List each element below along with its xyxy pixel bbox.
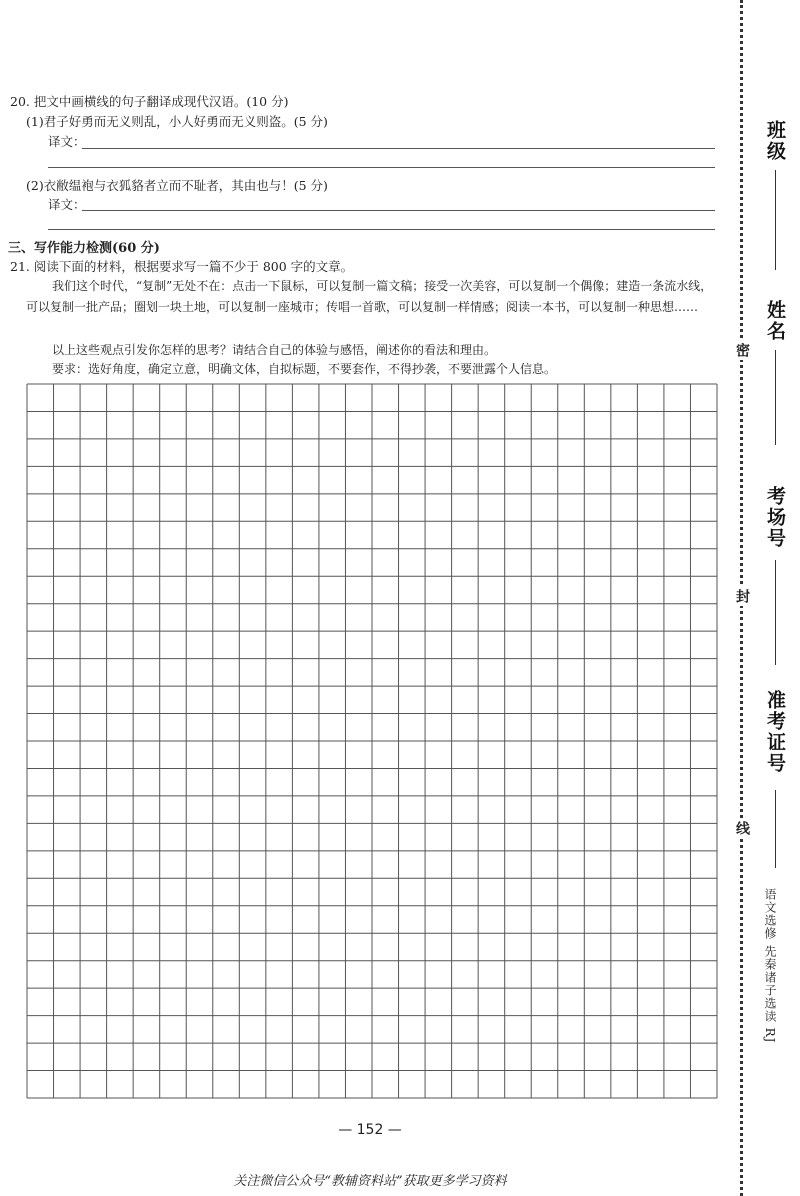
exam-room-fill-line[interactable] (775, 560, 776, 665)
class-fill-line[interactable] (775, 170, 776, 270)
question-20-title: 20. 把文中画横线的句子翻译成现代汉语。(10 分) (10, 94, 289, 109)
seal-mark-mi: 密 (732, 340, 752, 360)
writing-grid[interactable] (26, 383, 718, 1099)
question-21-requirement: 要求：选好角度，确定立意，明确文体，自拟标题，不要套作，不得抄袭，不要泄露个人信息。 (52, 362, 557, 376)
answer-line[interactable] (48, 229, 715, 230)
name-fill-line[interactable] (775, 350, 776, 445)
question-20-item-2: (2)衣敝缊袍与衣狐貉者立而不耻者，其由也与！(5 分) (26, 178, 328, 193)
question-21-prompt: 以上这些观点引发你怎样的思考？请结合自己的体验与感悟，阐述你的看法和理由。 (52, 343, 497, 357)
footer-note: 关注微信公众号“教辅资料站”获取更多学习资料 (233, 1174, 507, 1189)
book-title: 语文选修 先秦诸子选读 RJ (763, 888, 777, 1044)
name-label: 姓名 (764, 300, 786, 342)
page-number: — 152 — (338, 1122, 402, 1138)
answer-line[interactable] (82, 148, 715, 149)
seal-mark-feng: 封 (732, 586, 752, 606)
question-21-title: 21. 阅读下面的材料，根据要求写一篇不少于 800 字的文章。 (10, 259, 354, 274)
translation-label-1: 译文： (48, 134, 86, 149)
question-21-material: 我们这个时代，“复制”无处不在：点击一下鼠标，可以复制一篇文稿；接受一次美容，可以复制一个偶像；建造一条流水线，可以复制一批产品；圈划一块土地，可以复制一座城市；传唱一首歌，可以复制一样情感；阅读一本书，可以复制一种思想…… (26, 279, 713, 314)
ticket-number-label: 准考证号 (764, 690, 786, 774)
class-label: 班级 (764, 120, 786, 162)
translation-label-2: 译文： (48, 197, 86, 212)
answer-line[interactable] (48, 167, 715, 168)
answer-line[interactable] (82, 210, 715, 211)
ticket-number-fill-line[interactable] (775, 790, 776, 868)
question-20-item-1: (1)君子好勇而无义则乱，小人好勇而无义则盗。(5 分) (26, 114, 328, 129)
seal-mark-xian: 线 (732, 818, 752, 838)
section-3-title: 三、写作能力检测(60 分) (8, 241, 160, 256)
exam-room-label: 考场号 (764, 486, 786, 549)
